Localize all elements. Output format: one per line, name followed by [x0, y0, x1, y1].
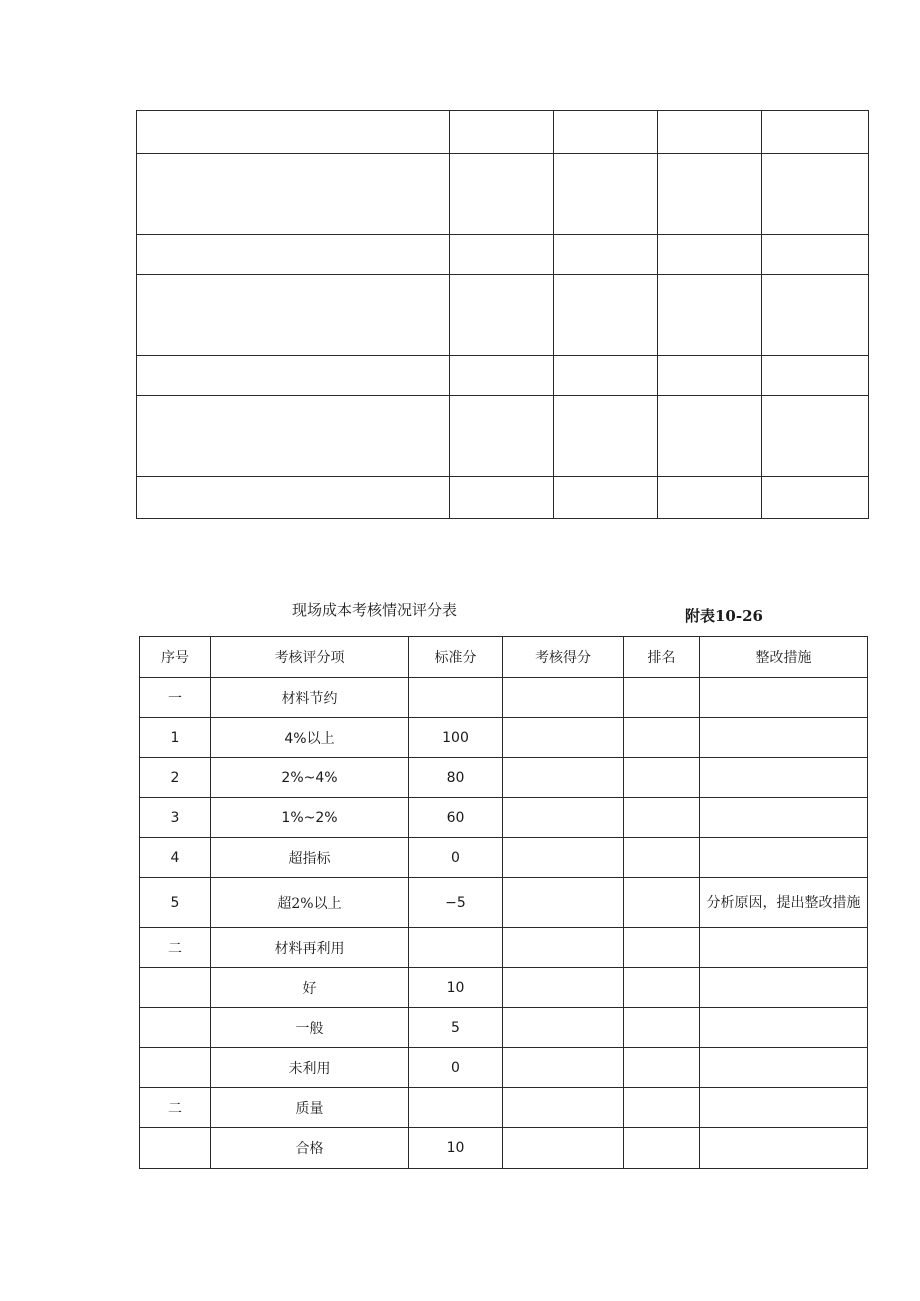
cell-measure [700, 1128, 868, 1169]
cell-standard: 10 [409, 1128, 503, 1169]
table-row [140, 1008, 868, 1048]
cell-item: 2%~4% [211, 758, 409, 798]
cell-score [503, 928, 624, 968]
cell-standard: 60 [409, 798, 503, 838]
cell-seq: 4 [140, 838, 211, 878]
cell-measure: 分析原因，提出整改措施 [700, 878, 868, 928]
cell-seq: 3 [140, 798, 211, 838]
cell-rank [624, 928, 700, 968]
header-seq: 序号 [140, 637, 211, 678]
cell-standard: −5 [409, 878, 503, 928]
cell-measure [700, 1048, 868, 1088]
cell-item: 4%以上 [211, 718, 409, 758]
cell-measure [700, 798, 868, 838]
cell-measure [700, 1008, 868, 1048]
cell-score [503, 838, 624, 878]
cell-item: 质量 [211, 1088, 409, 1128]
cell-score [503, 1128, 624, 1169]
cell-seq [140, 1008, 211, 1048]
cell-standard: 5 [409, 1008, 503, 1048]
cell-measure [700, 968, 868, 1008]
cell-seq: 2 [140, 758, 211, 798]
cell-item: 超2%以上 [211, 878, 409, 928]
header-rank: 排名 [624, 637, 700, 678]
table-row [140, 928, 868, 968]
cell-score [503, 678, 624, 718]
cell-score [503, 718, 624, 758]
blank-row [137, 356, 869, 396]
blank-row [137, 396, 869, 477]
cell-measure [700, 718, 868, 758]
cell-item: 材料节约 [211, 678, 409, 718]
cell-rank [624, 1048, 700, 1088]
cell-seq [140, 1128, 211, 1169]
table-row [140, 1088, 868, 1128]
cell-item: 超指标 [211, 838, 409, 878]
cell-standard [409, 1088, 503, 1128]
header-item: 考核评分项 [211, 637, 409, 678]
header-assessed-score: 考核得分 [503, 637, 624, 678]
cell-rank [624, 1128, 700, 1169]
table-row [140, 718, 868, 758]
cell-item: 1%~2% [211, 798, 409, 838]
cell-score [503, 878, 624, 928]
table-row [140, 968, 868, 1008]
table-row [140, 678, 868, 718]
header-measures: 整改措施 [700, 637, 868, 678]
table-row [140, 798, 868, 838]
cell-seq: 一 [140, 678, 211, 718]
cell-rank [624, 1088, 700, 1128]
cell-item: 一般 [211, 1008, 409, 1048]
cell-seq [140, 1048, 211, 1088]
cell-rank [624, 1008, 700, 1048]
cell-measure [700, 838, 868, 878]
cell-score [503, 798, 624, 838]
blank-row [137, 235, 869, 275]
cell-score [503, 1048, 624, 1088]
header-row [140, 637, 868, 678]
blank-row [137, 154, 869, 235]
blank-table [136, 110, 869, 519]
cell-seq: 1 [140, 718, 211, 758]
cell-standard: 10 [409, 968, 503, 1008]
cell-standard [409, 928, 503, 968]
cell-seq: 二 [140, 1088, 211, 1128]
cell-rank [624, 838, 700, 878]
cell-measure [700, 928, 868, 968]
cell-measure [700, 678, 868, 718]
cell-score [503, 968, 624, 1008]
cell-item: 材料再利用 [211, 928, 409, 968]
cell-measure [700, 758, 868, 798]
cell-seq [140, 968, 211, 1008]
header-standard-score: 标准分 [409, 637, 503, 678]
cell-rank [624, 878, 700, 928]
cell-item: 好 [211, 968, 409, 1008]
cell-standard: 0 [409, 1048, 503, 1088]
cell-rank [624, 968, 700, 1008]
table-row [140, 1128, 868, 1169]
cell-item: 未利用 [211, 1048, 409, 1088]
table-row [140, 758, 868, 798]
table-caption: 现场成本考核情况评分表 [292, 601, 458, 619]
blank-row [137, 275, 869, 356]
cell-standard: 0 [409, 838, 503, 878]
table-row [140, 1048, 868, 1088]
score-table [139, 636, 868, 1169]
table-number: 附表10-26 [685, 607, 763, 625]
cell-standard [409, 678, 503, 718]
cell-score [503, 758, 624, 798]
cell-rank [624, 718, 700, 758]
cell-standard: 80 [409, 758, 503, 798]
cell-seq: 二 [140, 928, 211, 968]
cell-rank [624, 758, 700, 798]
table-row [140, 838, 868, 878]
cell-measure [700, 1088, 868, 1128]
cell-rank [624, 678, 700, 718]
cell-seq: 5 [140, 878, 211, 928]
table-row [140, 878, 868, 928]
blank-row [137, 111, 869, 154]
cell-standard: 100 [409, 718, 503, 758]
cell-score [503, 1088, 624, 1128]
cell-rank [624, 798, 700, 838]
cell-score [503, 1008, 624, 1048]
cell-item: 合格 [211, 1128, 409, 1169]
blank-row [137, 477, 869, 519]
